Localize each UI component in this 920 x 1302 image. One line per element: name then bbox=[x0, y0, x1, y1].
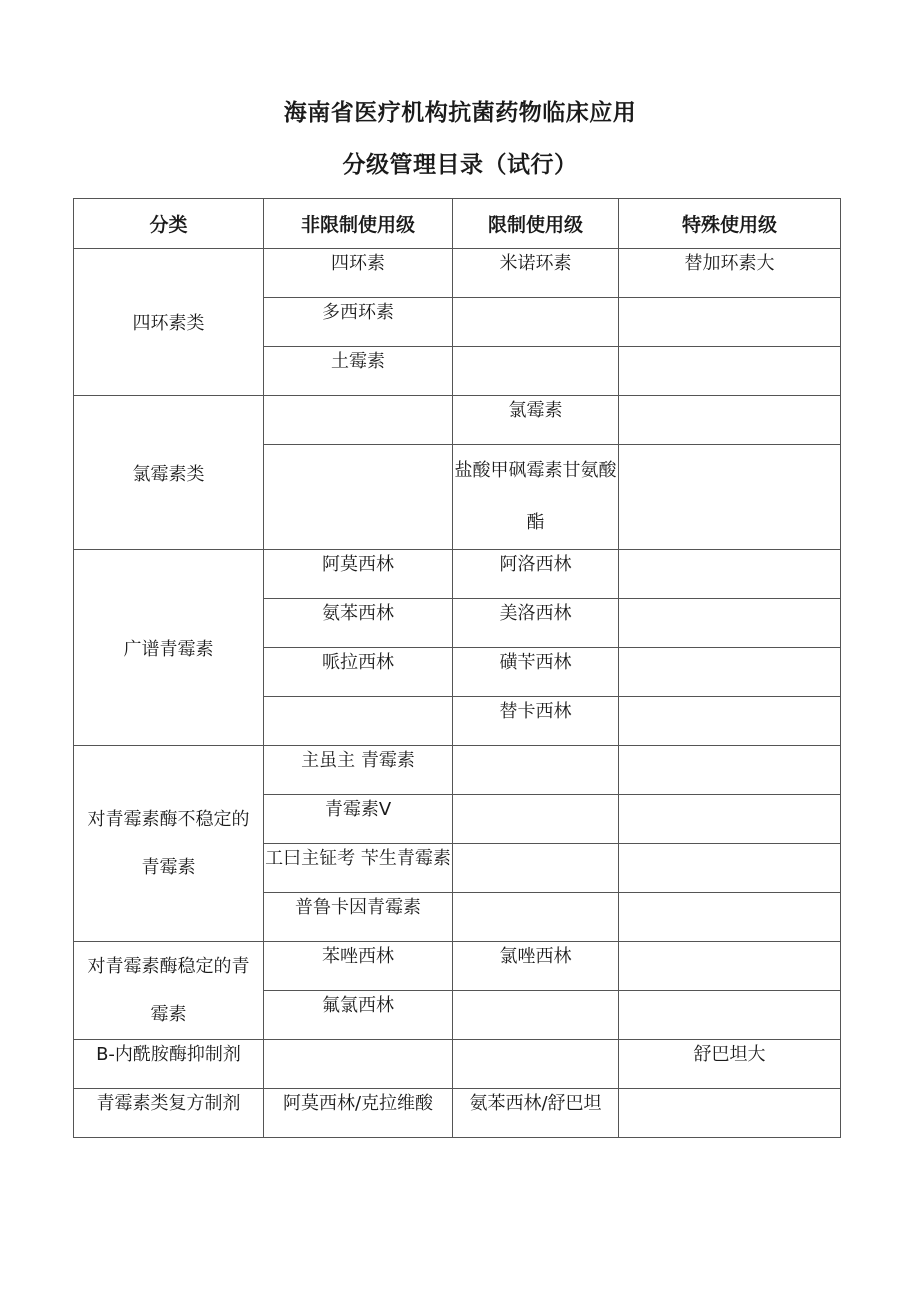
unrestricted-cell: 氨苯西林 bbox=[264, 599, 453, 648]
restricted-cell: 米诺环素 bbox=[453, 249, 619, 298]
special-cell bbox=[619, 746, 841, 795]
unrestricted-cell bbox=[264, 697, 453, 746]
restricted-cell bbox=[453, 991, 619, 1040]
category-cell: 四环素类 bbox=[74, 249, 264, 396]
category-cell: 对青霉素酶稳定的青霉素 bbox=[74, 942, 264, 1040]
category-cell: B-内酰胺酶抑制剂 bbox=[74, 1040, 264, 1089]
unrestricted-cell: 多西环素 bbox=[264, 298, 453, 347]
restricted-cell: 盐酸甲砜霉素甘氨酸酯 bbox=[453, 445, 619, 550]
restricted-cell bbox=[453, 1040, 619, 1089]
special-cell bbox=[619, 445, 841, 550]
unrestricted-cell: 工曰主钲考 苄生青霉素 bbox=[264, 844, 453, 893]
category-cell: 对青霉素酶不稳定的青霉素 bbox=[74, 746, 264, 942]
restricted-cell bbox=[453, 298, 619, 347]
table-row bbox=[74, 1040, 841, 1089]
special-cell bbox=[619, 991, 841, 1040]
special-cell bbox=[619, 396, 841, 445]
restricted-cell: 氯唑西林 bbox=[453, 942, 619, 991]
restricted-cell: 氨苯西林/舒巴坦 bbox=[453, 1089, 619, 1138]
antibiotic-catalog-table bbox=[73, 198, 841, 1138]
unrestricted-cell: 青霉素V bbox=[264, 795, 453, 844]
special-cell bbox=[619, 599, 841, 648]
restricted-cell bbox=[453, 347, 619, 396]
special-cell: 替加环素大 bbox=[619, 249, 841, 298]
table-row bbox=[74, 396, 841, 445]
special-cell bbox=[619, 795, 841, 844]
unrestricted-cell: 阿莫西林 bbox=[264, 550, 453, 599]
table-row bbox=[74, 942, 841, 991]
category-cell: 氯霉素类 bbox=[74, 396, 264, 550]
special-cell bbox=[619, 942, 841, 991]
restricted-cell bbox=[453, 746, 619, 795]
category-cell: 青霉素类复方制剂 bbox=[74, 1089, 264, 1138]
special-cell bbox=[619, 893, 841, 942]
special-cell bbox=[619, 844, 841, 893]
unrestricted-cell: 阿莫西林/克拉维酸 bbox=[264, 1089, 453, 1138]
special-cell bbox=[619, 298, 841, 347]
restricted-cell: 替卡西林 bbox=[453, 697, 619, 746]
header-category: 分类 bbox=[74, 199, 264, 249]
restricted-cell: 磺苄西林 bbox=[453, 648, 619, 697]
special-cell: 舒巴坦大 bbox=[619, 1040, 841, 1089]
table-row bbox=[74, 249, 841, 298]
unrestricted-cell bbox=[264, 1040, 453, 1089]
special-cell bbox=[619, 347, 841, 396]
header-unrestricted: 非限制使用级 bbox=[264, 199, 453, 249]
unrestricted-cell: 氟氯西林 bbox=[264, 991, 453, 1040]
unrestricted-cell: 普鲁卡因青霉素 bbox=[264, 893, 453, 942]
special-cell bbox=[619, 1089, 841, 1138]
restricted-cell bbox=[453, 795, 619, 844]
table-row bbox=[74, 746, 841, 795]
document-title-line1: 海南省医疗机构抗菌药物临床应用 bbox=[283, 100, 637, 126]
document-title-line2: 分级管理目录（试行） bbox=[342, 152, 578, 178]
unrestricted-cell: 苯唑西林 bbox=[264, 942, 453, 991]
restricted-cell: 氯霉素 bbox=[453, 396, 619, 445]
special-cell bbox=[619, 550, 841, 599]
unrestricted-cell: 四环素 bbox=[264, 249, 453, 298]
restricted-cell: 阿洛西林 bbox=[453, 550, 619, 599]
unrestricted-cell: 土霉素 bbox=[264, 347, 453, 396]
restricted-cell bbox=[453, 893, 619, 942]
unrestricted-cell: 主虽主 青霉素 bbox=[264, 746, 453, 795]
table-header-row bbox=[74, 199, 841, 249]
restricted-cell: 美洛西林 bbox=[453, 599, 619, 648]
header-restricted: 限制使用级 bbox=[453, 199, 619, 249]
restricted-cell bbox=[453, 844, 619, 893]
unrestricted-cell: 哌拉西林 bbox=[264, 648, 453, 697]
header-special: 特殊使用级 bbox=[619, 199, 841, 249]
unrestricted-cell bbox=[264, 396, 453, 445]
special-cell bbox=[619, 648, 841, 697]
table-row bbox=[74, 550, 841, 599]
special-cell bbox=[619, 697, 841, 746]
category-cell: 广谱青霉素 bbox=[74, 550, 264, 746]
table-row bbox=[74, 1089, 841, 1138]
unrestricted-cell bbox=[264, 445, 453, 550]
